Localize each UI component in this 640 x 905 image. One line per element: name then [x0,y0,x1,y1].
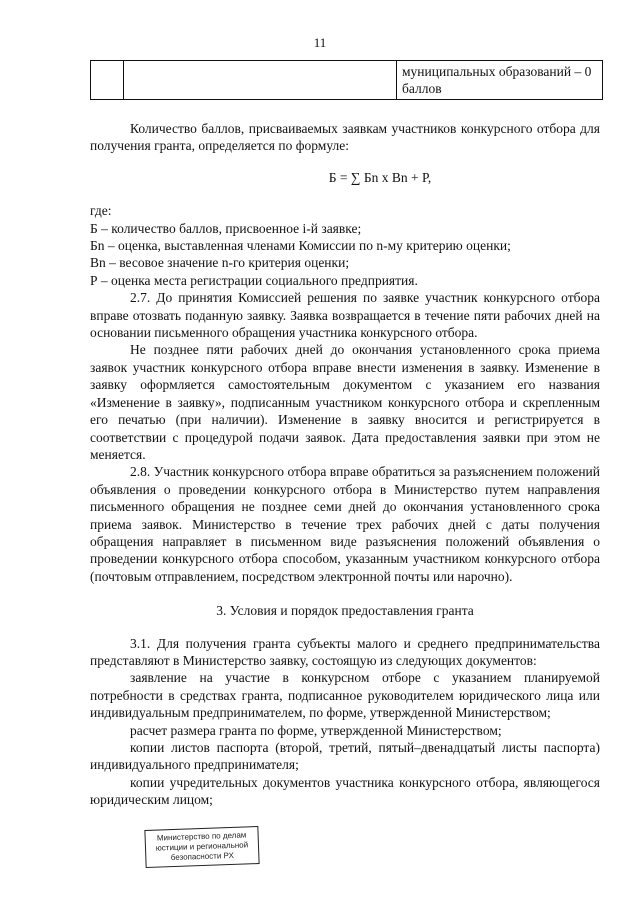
table-row [91,61,603,100]
paragraph-3-1: 3.1. Для получения гранта субъекты малого и среднего предпринимательства представляют в Министерство заявку, состоящую из следующих документов: [90,635,600,668]
formula-definition: Вn – весовое значение n-го критерия оценки; [90,255,350,271]
paragraph-points-intro: Количество баллов, присваиваемых заявкам участников конкурсного отбора для получения гранта, определяется по формуле: [90,121,600,154]
formula-definition: Бn – оценка, выставленная членами Комиссии по n-му критерию оценки; [90,238,511,254]
list-item-founding-documents: копии учредительных документов участника конкурсного отбора, являющегося юридическим лицом; [90,774,600,808]
paragraph-2-7: 2.7. До принятия Комиссией решения по заявке участник конкурсного отбора вправе отозвать поданную заявку. Заявка возвращается в течение пяти рабочих дней на основании письменного обращения участника конкурсного отбора. [90,290,600,341]
list-item-passport-copies: копии листов паспорта (второй, третий, пятый–двенадцатый листы паспорта) индивидуального предпринимателя; [90,740,600,773]
paragraph-2-7-changes: Не позднее пяти рабочих дней до окончания установленного срока приема заявок участник конкурсного отбора вправе внести изменения в заявку. Изменение в заявку оформляется самостоятельным документом с указанием его названия «Изменение в заявку», подписанным участником конкурсного отбора и скрепленным его печатью (при наличии). Изменение в заявку вносится и регистрируется в соответствии с процедурой подачи заявок. Дата предоставления заявки при этом не меняется. [90,342,600,462]
section-heading-3: 3. Условия и порядок предоставления гранта [216,603,474,619]
table-cell-score: муниципальных образований – 0 баллов [397,61,603,100]
formula-where: где: [90,203,112,219]
list-item-grant-calculation: расчет размера гранта по форме, утвержденной Министерством; [130,722,502,738]
ministry-stamp [144,826,259,868]
page-number: 11 [313,35,327,50]
table-cell-empty [124,61,397,100]
formula-definition: Б – количество баллов, присвоенное i-й заявке; [90,220,362,236]
list-item-application: заявление на участие в конкурсном отборе с указанием планируемой потребности в средствах гранта, подписанное руководителем юридического лица или индивидуальным предпринимателем, по форме, утвержденной Министерством; [90,670,600,721]
table-cell-empty [91,61,124,100]
continued-table [90,60,603,100]
stamp-line: Министерство по делам [156,830,247,843]
formula-definition: Р – оценка места регистрации социального предприятия. [90,272,418,288]
stamp-line: юстиции и региональной [155,840,249,853]
paragraph-2-8: 2.8. Участник конкурсного отбора вправе обратиться за разъяснением положений объявления о проведении конкурсного отбора в Министерство путем направления письменного обращения не позднее семи дней до окончания установленного срока приема заявок. Министерство в течение трех рабочих дней с даты получения обращения направляет в письменном виде разъяснения положений объявления о проведении конкурсного отбора способом, указанным участником конкурсного отбора (почтовым отправлением, посредством электронной почты или нарочно). [90,464,600,584]
document-body [90,120,600,809]
stamp-line: безопасности РХ [170,850,235,863]
scoring-formula: Б = ∑ Бn x Вn + Р, [328,169,432,185]
